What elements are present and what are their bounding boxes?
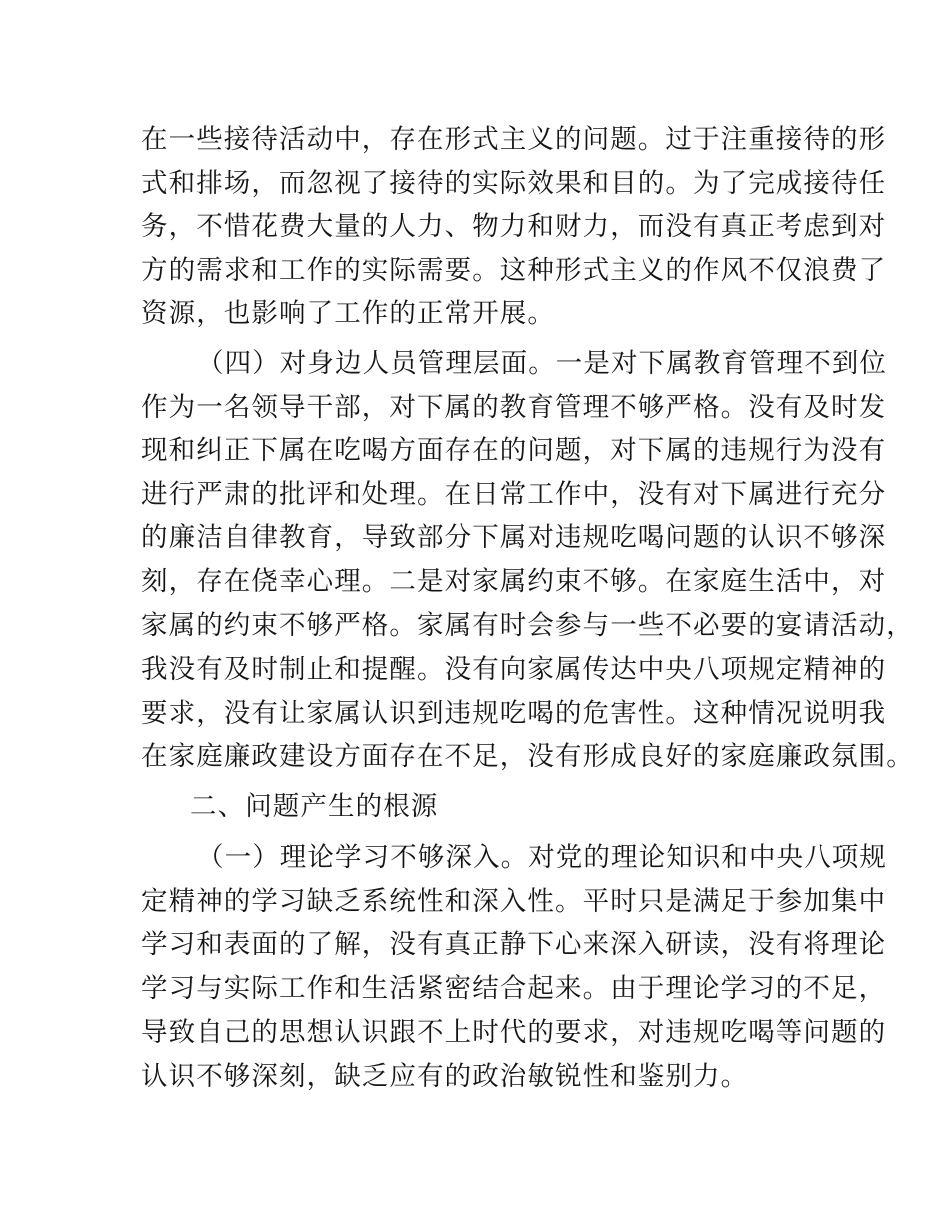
text-line: 进行严肃的批评和处理。在日常工作中，没有对下属进行充分 xyxy=(141,479,887,510)
subsection-title-line: （一）理论学习不够深入。对党的理论知识和中央八项规 xyxy=(197,842,887,873)
text-line: 要求，没有让家属认识到违规吃喝的危害性。这种情况说明我 xyxy=(141,698,887,729)
text-line: 导致自己的思想认识跟不上时代的要求，对违规吃喝等问题的 xyxy=(141,1017,887,1048)
text-line: 作为一名领导干部，对下属的教育管理不够严格。没有及时发 xyxy=(141,392,887,423)
text-line: 资源，也影响了工作的正常开展。 xyxy=(141,298,555,329)
text-line: 现和纠正下属在吃喝方面存在的问题，对下属的违规行为没有 xyxy=(141,435,887,466)
text-line: 的廉洁自律教育，导致部分下属对违规吃喝问题的认识不够深 xyxy=(141,522,887,553)
text-line: 在一些接待活动中，存在形式主义的问题。过于注重接待的形 xyxy=(141,124,887,155)
section-heading: 二、问题产生的根源 xyxy=(190,791,439,822)
text-line: 在家庭廉政建设方面存在不足，没有形成良好的家庭廉政氛围。 xyxy=(141,741,914,772)
text-line: 学习和表面的了解，没有真正静下心来深入研读，没有将理论 xyxy=(141,929,887,960)
text-line: 认识不够深刻，缺乏应有的政治敏锐性和鉴别力。 xyxy=(141,1061,749,1092)
text-line: 学习与实际工作和生活紧密结合起来。由于理论学习的不足， xyxy=(141,973,887,1004)
subsection-title-line: （四）对身边人员管理层面。一是对下属教育管理不到位 xyxy=(197,348,887,379)
text-line: 家属的约束不够严格。家属有时会参与一些不必要的宴请活动， xyxy=(141,610,914,641)
text-line: 我没有及时制止和提醒。没有向家属传达中央八项规定精神的 xyxy=(141,654,887,685)
text-line: 式和排场，而忽视了接待的实际效果和目的。为了完成接待任 xyxy=(141,168,887,199)
text-line: 定精神的学习缺乏系统性和深入性。平时只是满足于参加集中 xyxy=(141,886,887,917)
text-line: 方的需求和工作的实际需要。这种形式主义的作风不仅浪费了 xyxy=(141,255,887,286)
text-line: 务，不惜花费大量的人力、物力和财力，而没有真正考虑到对 xyxy=(141,211,887,242)
text-line: 刻，存在侥幸心理。二是对家属约束不够。在家庭生活中，对 xyxy=(141,566,887,597)
